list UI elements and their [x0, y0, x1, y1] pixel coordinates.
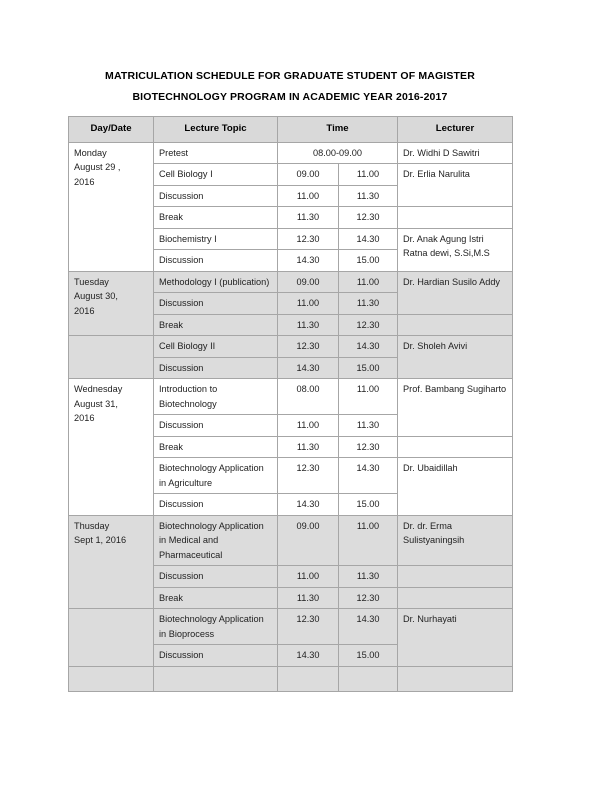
time-end-cell: 11.30: [339, 566, 398, 588]
lecturer-cell: [398, 436, 513, 458]
day-date-line: August 31,: [74, 398, 118, 409]
lecturer-cell: Dr. Hardian Susilo Addy: [398, 271, 513, 314]
lecturer-cell: Dr. Anak Agung Istri Ratna dewi, S.Si,M.S: [398, 228, 513, 271]
time-start-cell: 11.00: [278, 415, 339, 437]
lecture-topic-cell: Cell Biology II: [154, 336, 278, 358]
day-date-line: Tuesday: [74, 276, 109, 287]
time-end-cell: 14.30: [339, 609, 398, 645]
time-start-cell: 09.00: [278, 271, 339, 293]
table-body: [69, 142, 513, 691]
lecturer-cell: [398, 314, 513, 336]
time-start-cell: 12.30: [278, 609, 339, 645]
time-span-cell: 08.00-09.00: [278, 142, 398, 164]
time-start-cell: 09.00: [278, 515, 339, 566]
time-end-cell: 15.00: [339, 250, 398, 272]
lecture-topic-cell: Cell Biology I: [154, 164, 278, 186]
lecturer-cell: Dr. Erlia Narulita: [398, 164, 513, 207]
lecture-topic-cell: Break: [154, 314, 278, 336]
time-end-cell: 14.30: [339, 336, 398, 358]
time-start-cell: 11.30: [278, 436, 339, 458]
day-date-cell: [69, 142, 154, 271]
topic-filler-cell: [154, 666, 278, 691]
day-date-line: 2016: [74, 305, 95, 316]
lecture-topic-cell: Discussion: [154, 566, 278, 588]
lecture-topic-cell: Discussion: [154, 415, 278, 437]
day-date-line: Sept 1, 2016: [74, 535, 127, 545]
table-row: [69, 336, 513, 358]
day-date-cell: [69, 379, 154, 516]
table-header: [69, 117, 513, 143]
lecturer-filler-cell: [398, 666, 513, 691]
lecture-topic-cell: Methodology I (publication): [154, 271, 278, 293]
time-start-cell: 12.30: [278, 228, 339, 250]
time-start-cell: 12.30: [278, 458, 339, 494]
lecture-topic-cell: Break: [154, 587, 278, 609]
time-end-cell: 11.00: [339, 164, 398, 186]
time-start-cell: 11.00: [278, 185, 339, 207]
table-row: [69, 142, 513, 164]
page-title-line-1: MATRICULATION SCHEDULE FOR GRADUATE STUDENT OF MAGISTER: [105, 70, 475, 82]
lecturer-cell: [398, 207, 513, 229]
time-start-cell: 11.30: [278, 587, 339, 609]
day-date-cell: [69, 609, 154, 667]
lecturer-cell: Dr. Sholeh Avivi: [398, 336, 513, 379]
lecture-topic-cell: Discussion: [154, 293, 278, 315]
lecturer-cell: Dr. Nurhayati: [398, 609, 513, 667]
table-filler-row: [69, 666, 513, 691]
lecture-topic-cell: Biotechnology Application in Medical and Pharmaceutical: [154, 515, 278, 566]
column-header-topic: Lecture Topic: [154, 117, 278, 143]
time-start-cell: 14.30: [278, 494, 339, 516]
table-row: [69, 515, 513, 566]
lecture-topic-cell: Biochemistry I: [154, 228, 278, 250]
column-header-day: Day/Date: [69, 117, 154, 143]
matriculation-schedule-table: [68, 116, 513, 692]
time-start-cell: 11.00: [278, 566, 339, 588]
lecturer-cell: [398, 566, 513, 588]
day-date-cell: [69, 515, 154, 609]
lecture-topic-cell: Introduction to Biotechnology: [154, 379, 278, 415]
time-end-filler-cell: [339, 666, 398, 691]
time-end-cell: 14.30: [339, 228, 398, 250]
lecture-topic-cell: Biotechnology Application in Bioprocess: [154, 609, 278, 645]
table-row: [69, 379, 513, 415]
day-filler-cell: [69, 666, 154, 691]
lecturer-cell: [398, 587, 513, 609]
lecturer-cell: Dr. dr. Erma Sulistyaningsih: [398, 515, 513, 566]
time-start-cell: 08.00: [278, 379, 339, 415]
day-date-line: August 29 ,: [74, 162, 121, 172]
time-end-cell: 15.00: [339, 357, 398, 379]
time-end-cell: 11.30: [339, 293, 398, 315]
time-start-cell: 11.00: [278, 293, 339, 315]
day-date-line: Thusday: [74, 520, 110, 531]
day-date-line: 2016: [74, 176, 95, 187]
time-end-cell: 12.30: [339, 587, 398, 609]
day-date-line: Wednesday: [74, 384, 123, 394]
time-start-filler-cell: [278, 666, 339, 691]
table-header-row: [69, 117, 513, 143]
time-end-cell: 15.00: [339, 645, 398, 667]
time-end-cell: 11.00: [339, 515, 398, 566]
time-start-cell: 11.30: [278, 314, 339, 336]
time-end-cell: 14.30: [339, 458, 398, 494]
lecture-topic-cell: Break: [154, 436, 278, 458]
schedule-table-container: [68, 116, 512, 692]
lecture-topic-cell: Discussion: [154, 645, 278, 667]
lecturer-cell: Dr. Ubaidillah: [398, 458, 513, 516]
lecture-topic-cell: Discussion: [154, 185, 278, 207]
table-row: [69, 609, 513, 645]
lecture-topic-cell: Pretest: [154, 142, 278, 164]
day-date-cell: [69, 271, 154, 336]
time-end-cell: 11.30: [339, 415, 398, 437]
day-date-line: August 30,: [74, 291, 118, 301]
time-end-cell: 12.30: [339, 436, 398, 458]
lecture-topic-cell: Break: [154, 207, 278, 229]
table-row: [69, 271, 513, 293]
time-start-cell: 14.30: [278, 250, 339, 272]
time-start-cell: 11.30: [278, 207, 339, 229]
page-title: [68, 66, 512, 108]
page-title-line-2: BIOTECHNOLOGY PROGRAM IN ACADEMIC YEAR 2016-2017: [132, 91, 448, 103]
lecture-topic-cell: Biotechnology Application in Agriculture: [154, 458, 278, 494]
lecturer-cell: Dr. Widhi D Sawitri: [398, 142, 513, 164]
time-end-cell: 12.30: [339, 207, 398, 229]
day-date-cell: [69, 336, 154, 379]
time-start-cell: 14.30: [278, 645, 339, 667]
lecture-topic-cell: Discussion: [154, 357, 278, 379]
column-header-lecturer: Lecturer: [398, 117, 513, 143]
time-end-cell: 11.00: [339, 271, 398, 293]
time-end-cell: 12.30: [339, 314, 398, 336]
lecturer-cell: Prof. Bambang Sugiharto: [398, 379, 513, 437]
lecture-topic-cell: Discussion: [154, 250, 278, 272]
day-date-line: 2016: [74, 413, 95, 423]
lecture-topic-cell: Discussion: [154, 494, 278, 516]
column-header-time: Time: [278, 117, 398, 143]
time-start-cell: 12.30: [278, 336, 339, 358]
time-end-cell: 11.30: [339, 185, 398, 207]
day-date-line: Monday: [74, 147, 107, 158]
time-start-cell: 09.00: [278, 164, 339, 186]
time-end-cell: 11.00: [339, 379, 398, 415]
time-end-cell: 15.00: [339, 494, 398, 516]
time-start-cell: 14.30: [278, 357, 339, 379]
